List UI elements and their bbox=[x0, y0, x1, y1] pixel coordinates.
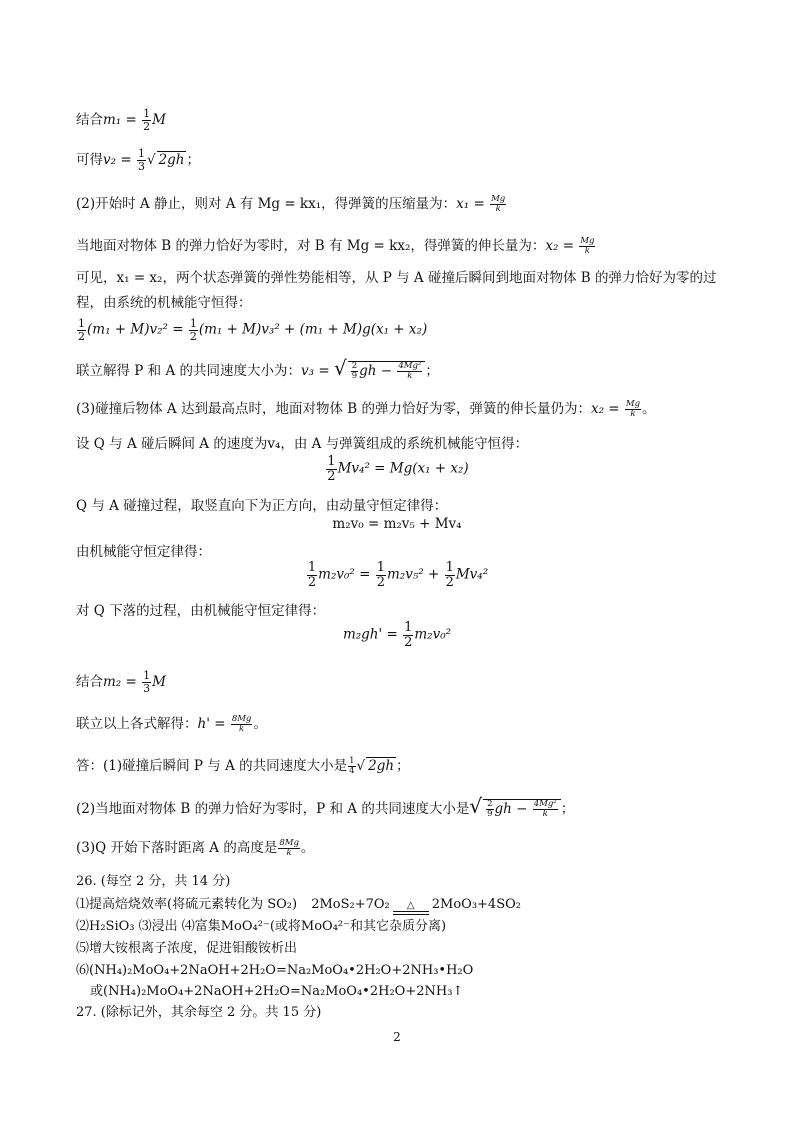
eq15-c: Mv₄² bbox=[455, 566, 489, 583]
frac-8mg-k bbox=[231, 715, 253, 734]
sqrt-icon: √ bbox=[333, 356, 347, 380]
ans2-mid: gh − bbox=[494, 801, 532, 817]
frac-half bbox=[77, 318, 86, 342]
eq-m2 bbox=[76, 670, 166, 695]
eq17-b: m₂v₀² bbox=[414, 626, 452, 643]
frac-den: 2 bbox=[78, 329, 85, 343]
frac-num: 1 bbox=[307, 560, 317, 575]
text-line12: Q 与 A 碰撞过程，取竖直向下为正方向，由动量守恒定律得： bbox=[76, 498, 448, 514]
frac-den: 2 bbox=[376, 574, 385, 590]
text-line6: 程，由系统的机械能守恒得： bbox=[76, 295, 252, 311]
q26-header: 26. (每空 2 分，共 14 分) bbox=[76, 874, 231, 889]
frac-den: 3 bbox=[137, 160, 145, 173]
frac-den: 2 bbox=[143, 120, 151, 133]
v3-lhs: v₃ = bbox=[301, 363, 334, 379]
sqrt-icon: √ bbox=[469, 794, 483, 818]
eq15-a: m₂v₀² = bbox=[318, 566, 375, 583]
frac-half bbox=[445, 561, 455, 589]
text-line5: 可见，x₁ = x₂，两个状态弹簧的弹性势能相等，从 P 与 A 碰撞后瞬间到地面对物体 B 的弹力恰好为零的过 bbox=[76, 270, 717, 286]
v3-mid: gh − bbox=[359, 363, 397, 379]
text-answer2: (2)当地面对物体 B 的弹力恰好为零时，P 和 A 的共同速度大小是 bbox=[76, 801, 470, 817]
frac-den: k bbox=[630, 409, 636, 419]
text-jiehe: 结合 bbox=[76, 674, 103, 690]
frac-half bbox=[142, 108, 151, 132]
ans2-radicand bbox=[483, 799, 561, 819]
q26-item6-alt: 或(NH₄)₂MoO₄+2NaOH+2H₂O=Na₂MoO₄•2H₂O+2NH₃↑ bbox=[90, 984, 464, 999]
frac-den: k bbox=[495, 204, 501, 214]
frac-num: 2 bbox=[351, 361, 358, 372]
frac-den: 2 bbox=[327, 468, 336, 484]
frac-num: 1 bbox=[189, 317, 197, 330]
frac-num: 1 bbox=[445, 560, 454, 575]
q27-header: 27. (除标记外，其余每空 2 分。共 15 分) bbox=[76, 1005, 322, 1020]
frac-den: 9 bbox=[351, 371, 358, 381]
eq-fall bbox=[0, 621, 794, 649]
eq-x1-line bbox=[76, 192, 507, 214]
v3-radicand bbox=[348, 361, 426, 381]
text-line3: (2)开始时 A 静止，则对 A 有 Mg = kx₁，得弹簧的压缩量为： bbox=[76, 196, 457, 212]
q26-reactants: 2MoS₂+7O₂ bbox=[311, 897, 390, 912]
frac-mg-k bbox=[579, 237, 595, 256]
frac-den: k bbox=[542, 809, 548, 819]
answer-2 bbox=[76, 794, 574, 819]
v2-radicand: 2gh bbox=[158, 152, 185, 168]
frac-den: 9 bbox=[487, 809, 493, 819]
punct: ； bbox=[560, 801, 575, 817]
frac-num: 4Mg² bbox=[398, 361, 422, 372]
frac-mg-k bbox=[625, 400, 641, 419]
m1-lhs: m₁ = bbox=[103, 112, 142, 128]
punct: 。 bbox=[300, 840, 315, 856]
punct: ； bbox=[396, 758, 410, 774]
frac-2-9 bbox=[486, 800, 493, 819]
frac-den: 2 bbox=[404, 634, 413, 650]
sqrt-icon: √ bbox=[356, 758, 366, 774]
frac-num: 8Mg bbox=[279, 838, 299, 849]
eq-energy bbox=[76, 318, 427, 342]
q26-products: 2MoO₃+4SO₂ bbox=[431, 897, 521, 912]
frac-den: k bbox=[584, 246, 590, 256]
frac-num: 1 bbox=[327, 454, 336, 469]
frac-half bbox=[376, 561, 386, 589]
answer-1 bbox=[76, 754, 410, 776]
frac-den: k bbox=[239, 724, 245, 734]
m2-rhs: M bbox=[152, 674, 166, 690]
frac-den: k bbox=[286, 848, 292, 858]
energy-v4-body: Mv₄² = Mg(x₁ + x₂) bbox=[337, 460, 469, 477]
eq-h bbox=[76, 712, 267, 734]
q26-item1-text: ⑴提高焙烧效率(将硫元素转化为 SO₂) bbox=[76, 897, 298, 912]
text-kede: 可得 bbox=[76, 152, 103, 168]
frac-num: Mg bbox=[580, 236, 595, 247]
energy-lhs: (m₁ + M)v₂² = bbox=[87, 321, 188, 338]
frac-third bbox=[142, 670, 151, 694]
frac-num: 1 bbox=[78, 317, 85, 330]
v2-lhs: v₂ = bbox=[103, 152, 136, 168]
x2-lhs: x₂ = bbox=[590, 401, 624, 417]
frac-num: 1 bbox=[376, 560, 385, 575]
text-line9: (3)碰撞后物体 A 达到最高点时，地面对物体 B 的弹力恰好为零，弹簧的伸长量仍为： bbox=[76, 401, 591, 417]
frac-den: k bbox=[407, 371, 413, 381]
frac-num: 8Mg bbox=[231, 714, 252, 725]
text-line16: 对 Q 下落的过程，由机械能守恒定律得： bbox=[76, 603, 326, 619]
text-answer3: (3)Q 开始下落时距离 A 的高度是 bbox=[76, 840, 278, 856]
energy-rhs: (m₁ + M)v₃² + (m₁ + M)g(x₁ + x₂) bbox=[198, 321, 428, 338]
frac-mg-k bbox=[490, 195, 506, 214]
punct: 。 bbox=[253, 716, 267, 732]
eq-x2-line bbox=[76, 234, 596, 256]
frac-half bbox=[189, 318, 198, 342]
frac-half bbox=[403, 621, 413, 649]
frac-num: 1 bbox=[143, 669, 151, 683]
frac-num: 1 bbox=[404, 620, 413, 635]
eq-v2 bbox=[76, 148, 200, 173]
frac-den: 3 bbox=[143, 682, 151, 695]
text-line10: 设 Q 与 A 碰后瞬间 A 的速度为v₄，由 A 与弹簧组成的系统机械能守恒得： bbox=[76, 436, 529, 452]
frac-num: 4Mg² bbox=[533, 799, 557, 810]
text-line4: 当地面对物体 B 的弹力恰好为零时，对 B 有 Mg = kx₂，得弹簧的伸长量为： bbox=[76, 238, 546, 254]
frac-4mg2-k bbox=[533, 800, 558, 819]
q26-item1 bbox=[76, 893, 521, 915]
page-number: 2 bbox=[393, 1030, 401, 1044]
m2-lhs: m₂ = bbox=[103, 674, 142, 690]
frac-half bbox=[307, 561, 317, 589]
answer-3 bbox=[76, 836, 314, 858]
frac-num: 2 bbox=[487, 799, 493, 810]
text-line14: 由机械能守恒定律得： bbox=[76, 544, 211, 560]
eq-energy-v4 bbox=[0, 455, 794, 483]
frac-num: 1 bbox=[137, 147, 145, 161]
eq15-b: m₂v₅² + bbox=[387, 566, 444, 583]
frac-den: 4 bbox=[349, 766, 355, 776]
x2-lhs: x₂ = bbox=[545, 238, 579, 254]
frac-num: 1 bbox=[143, 107, 151, 121]
h-lhs: h' = bbox=[197, 716, 230, 732]
frac-num: Mg bbox=[625, 399, 641, 410]
frac-quarter bbox=[348, 757, 355, 776]
frac-third bbox=[137, 148, 146, 172]
frac-4mg2-k bbox=[397, 362, 422, 381]
eq-m1 bbox=[76, 108, 166, 133]
frac-den: 2 bbox=[307, 574, 317, 590]
text-line8: 联立解得 P 和 A 的共同速度大小为： bbox=[76, 363, 301, 379]
eq-energy-collision bbox=[0, 561, 794, 589]
frac-2-9 bbox=[351, 362, 358, 381]
punct: ； bbox=[186, 152, 200, 168]
eq-x2-again bbox=[76, 397, 656, 419]
heating-equals-icon: △ bbox=[393, 902, 429, 915]
text-jiehe: 结合 bbox=[76, 112, 103, 128]
frac-den: 2 bbox=[445, 574, 454, 590]
eq17-a: m₂gh' = bbox=[342, 626, 403, 643]
frac-num: 1 bbox=[349, 756, 355, 767]
punct: ； bbox=[425, 363, 439, 379]
eq-momentum: m₂v₀ = m₂v₅ + Mv₄ bbox=[332, 516, 462, 532]
q26-item6: ⑹(NH₄)₂MoO₄+2NaOH+2H₂O=Na₂MoO₄•2H₂O+2NH₃•H₂O bbox=[76, 963, 474, 978]
sqrt-icon: √ bbox=[146, 152, 156, 168]
text-line19: 联立以上各式解得： bbox=[76, 716, 198, 732]
m1-rhs: M bbox=[152, 112, 166, 128]
frac-8mg-k bbox=[278, 839, 300, 858]
ans1-radicand: 2gh bbox=[368, 758, 395, 774]
eq-v3 bbox=[76, 356, 439, 381]
frac-half bbox=[326, 455, 336, 483]
x1-lhs: x₁ = bbox=[456, 196, 490, 212]
q26-item5: ⑸增大铵根离子浓度，促进钼酸铵析出 bbox=[76, 941, 298, 956]
q26-item2: ⑵H₂SiO₃ ⑶浸出 ⑷富集MoO₄²⁻(或将MoO₄²⁻和其它杂质分离) bbox=[76, 919, 447, 934]
frac-den: 2 bbox=[189, 329, 197, 343]
text-answer1: 答：(1)碰撞后瞬间 P 与 A 的共同速度大小是 bbox=[76, 758, 348, 774]
frac-num: Mg bbox=[491, 194, 506, 205]
punct: 。 bbox=[642, 401, 656, 417]
